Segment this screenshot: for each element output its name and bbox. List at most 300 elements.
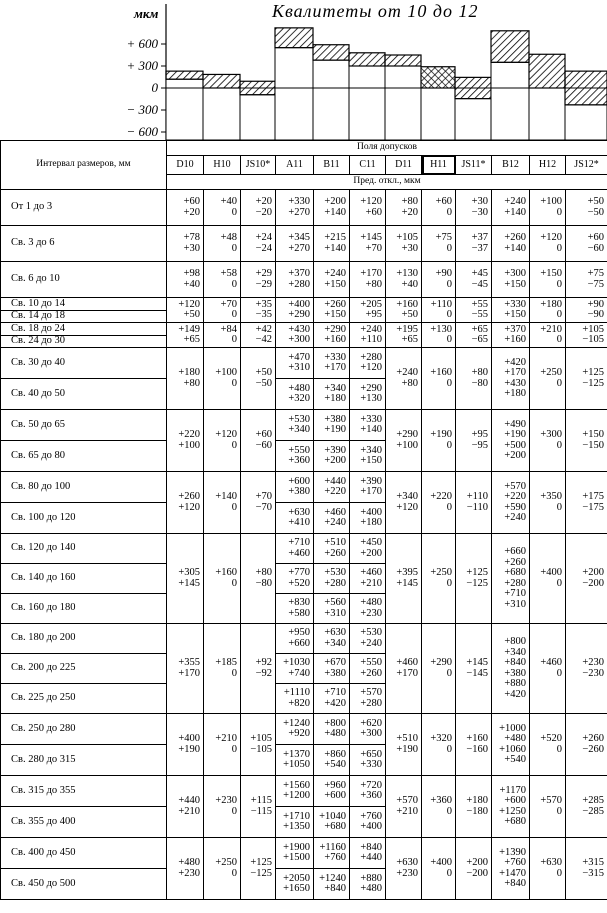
value: −50 — [255, 377, 272, 389]
tolerance-band-H11 — [421, 67, 455, 88]
value: +440 — [324, 475, 346, 487]
deviation-cell-H12 — [530, 714, 566, 776]
deviation-cell-JS11* — [456, 298, 492, 323]
value: +370 — [504, 323, 526, 335]
deviation-cell-B11 — [314, 714, 350, 745]
axis-unit: мкм — [134, 6, 159, 21]
value: +1900 — [283, 841, 310, 853]
header-deviation: Пред. откл., мкм — [167, 175, 607, 190]
deviation-cell-D10 — [167, 190, 204, 226]
value: 0 — [556, 501, 562, 513]
value: +205 — [360, 298, 382, 310]
table-row — [1, 776, 607, 792]
deviation-cell-B11 — [314, 226, 350, 262]
value: +330 — [360, 413, 382, 425]
value: +355 — [178, 657, 200, 668]
value: +170 — [360, 486, 382, 497]
bar-box-JS10* — [240, 95, 275, 140]
value: 0 — [446, 439, 452, 451]
value: +840 — [504, 657, 526, 668]
deviation-cell-C11 — [350, 564, 386, 594]
value: +530 — [288, 413, 310, 425]
value: −50 — [587, 206, 605, 218]
value: 0 — [446, 309, 452, 320]
value-pair — [276, 628, 310, 649]
value-pair — [456, 858, 488, 879]
value: +60 — [587, 232, 605, 243]
value-pair — [276, 300, 310, 321]
value: +210 — [360, 577, 382, 589]
value-pair — [530, 430, 562, 451]
value: +280 — [360, 697, 382, 709]
value: −150 — [582, 439, 605, 451]
value-pair — [566, 796, 604, 817]
value: +120 — [360, 362, 382, 373]
value: +150 — [324, 278, 346, 290]
value-pair — [492, 724, 526, 766]
value: +230 — [178, 867, 200, 879]
value: +240 — [324, 268, 346, 279]
value-pair — [386, 325, 418, 346]
value-pair — [314, 628, 346, 649]
tolerance-band-A11 — [275, 28, 313, 48]
value: +40 — [401, 278, 418, 290]
value-pair — [530, 568, 562, 589]
deviation-cell-B11 — [314, 503, 350, 534]
value: 0 — [556, 667, 562, 679]
value-pair — [350, 781, 382, 802]
deviation-cell-B11 — [314, 472, 350, 503]
value-pair — [350, 446, 382, 467]
deviation-cell-B11 — [314, 684, 350, 714]
deviation-cell-JS12* — [566, 838, 607, 900]
value: +170 — [504, 367, 526, 378]
deviation-cell-H11 — [422, 190, 456, 226]
value: +400 — [360, 821, 382, 832]
deviation-cell-H12 — [530, 298, 566, 323]
value-pair — [167, 734, 200, 755]
value-pair — [314, 538, 346, 559]
deviation-cell-A11 — [276, 472, 314, 503]
value: +270 — [288, 242, 310, 254]
value: +550 — [288, 444, 310, 456]
value-pair — [422, 796, 452, 817]
header-col-C11: C11 — [350, 155, 386, 175]
value: +58 — [220, 268, 237, 279]
deviation-cell-C11 — [350, 684, 386, 714]
deviation-cell-JS10* — [241, 838, 276, 900]
value: 0 — [231, 577, 237, 589]
deviation-cell-B12 — [492, 776, 530, 838]
value-pair — [276, 384, 310, 405]
value: +150 — [582, 429, 605, 440]
value: +29 — [255, 268, 272, 279]
value-pair — [241, 269, 272, 290]
value: +400 — [288, 298, 310, 310]
value: +590 — [504, 501, 526, 513]
deviation-cell-JS10* — [241, 714, 276, 776]
value-pair — [167, 325, 200, 346]
value: +840 — [324, 883, 346, 894]
value: +620 — [360, 717, 382, 729]
deviation-cell-A11 — [276, 503, 314, 534]
value: +105 — [396, 232, 418, 243]
value: +240 — [504, 512, 526, 523]
value: +800 — [324, 717, 346, 729]
header-col-D10: D10 — [167, 155, 204, 175]
deviation-cell-H12 — [530, 776, 566, 838]
value: +400 — [430, 857, 452, 868]
value: +440 — [178, 795, 200, 806]
value: +400 — [540, 567, 562, 578]
value-pair — [422, 325, 452, 346]
value: +150 — [324, 309, 346, 320]
table-row — [1, 348, 607, 364]
value-pair — [241, 796, 272, 817]
deviation-cell-H10 — [204, 714, 241, 776]
value: +310 — [324, 607, 346, 619]
deviation-cell-JS11* — [456, 226, 492, 262]
value: +84 — [220, 323, 237, 335]
deviation-cell-JS12* — [566, 262, 607, 298]
value: +395 — [396, 567, 418, 578]
value: 0 — [446, 667, 452, 679]
header-interval: Интервал размеров, мм — [1, 141, 167, 190]
value: +120 — [360, 196, 382, 207]
deviation-cell-H11 — [422, 226, 456, 262]
value: +570 — [396, 795, 418, 806]
value: +310 — [504, 598, 526, 610]
deviation-cell-JS12* — [566, 410, 607, 472]
value-pair — [204, 430, 237, 451]
value-pair — [314, 719, 346, 740]
value: 0 — [556, 867, 562, 879]
deviation-cell-D11 — [386, 262, 422, 298]
deviation-cell-H11 — [422, 323, 456, 348]
value: +630 — [540, 857, 562, 868]
value: +490 — [504, 418, 526, 430]
size-interval-label: Св. 250 до 280 — [1, 714, 167, 745]
table-row — [1, 472, 607, 488]
deviation-cell-D11 — [386, 298, 422, 323]
size-interval-label: От 1 до 3 — [1, 190, 167, 226]
value: +345 — [288, 232, 310, 243]
value-pair — [386, 197, 418, 218]
size-interval-label: Св. 30 до 40 — [1, 348, 167, 379]
value: +80 — [401, 196, 418, 207]
deviation-cell-JS10* — [241, 472, 276, 534]
value: +420 — [504, 688, 526, 700]
deviation-cell-H12 — [530, 262, 566, 298]
value-pair — [566, 858, 604, 879]
deviation-cell-D10 — [167, 226, 204, 262]
deviation-cell-A11 — [276, 262, 314, 298]
value: +210 — [215, 733, 237, 744]
deviation-cell-D10 — [167, 534, 204, 624]
value: +510 — [396, 733, 418, 744]
value-pair — [204, 796, 237, 817]
value: −160 — [466, 743, 488, 755]
deviation-cell-C11 — [350, 654, 386, 684]
size-interval-label: Св. 50 до 65 — [1, 410, 167, 441]
value: +650 — [360, 748, 382, 760]
size-interval-label: Св. 80 до 100 — [1, 472, 167, 503]
value-pair — [492, 300, 526, 321]
deviation-cell-B11 — [314, 594, 350, 624]
value: −70 — [255, 501, 272, 513]
value: +105 — [250, 733, 272, 744]
value-pair — [422, 233, 452, 254]
value: 0 — [556, 278, 562, 290]
value-pair — [422, 858, 452, 879]
value-pair — [350, 568, 382, 589]
table-row — [1, 624, 607, 639]
deviation-cell-C11 — [350, 714, 386, 745]
value: +42 — [255, 323, 272, 335]
value-pair — [386, 734, 418, 755]
value: +1030 — [283, 657, 310, 668]
value-pair — [314, 233, 346, 254]
tolerance-band-C11 — [349, 53, 385, 66]
deviation-cell-C11 — [350, 298, 386, 323]
value: −260 — [582, 743, 605, 755]
deviation-cell-H11 — [422, 776, 456, 838]
value-pair — [350, 197, 382, 218]
value-pair — [350, 269, 382, 290]
value: +310 — [288, 362, 310, 373]
value: +120 — [215, 429, 237, 440]
value: +120 — [178, 298, 200, 310]
value: +149 — [178, 323, 200, 335]
value-pair — [456, 325, 488, 346]
deviation-cell-JS10* — [241, 226, 276, 262]
value: +530 — [324, 567, 346, 578]
deviation-cell-C11 — [350, 323, 386, 348]
value: +300 — [540, 429, 562, 440]
deviation-cell-D10 — [167, 472, 204, 534]
value: −230 — [582, 667, 605, 679]
table-row — [1, 714, 607, 730]
value-pair — [492, 233, 526, 254]
value: +190 — [324, 424, 346, 435]
deviation-cell-B11 — [314, 379, 350, 410]
header-col-D11: D11 — [386, 155, 422, 175]
value: +1040 — [319, 810, 346, 822]
deviation-cell-B12 — [492, 190, 530, 226]
value-pair — [456, 197, 488, 218]
value-pair — [314, 415, 346, 436]
value-pair — [350, 508, 382, 529]
bar-box-JS11* — [455, 99, 491, 140]
value: +270 — [288, 206, 310, 218]
deviation-cell-JS10* — [241, 410, 276, 472]
value: +210 — [178, 805, 200, 817]
header-col-A11: A11 — [276, 155, 314, 175]
value: +1470 — [499, 867, 526, 879]
value: +840 — [360, 841, 382, 853]
bar-box-H10 — [203, 88, 240, 140]
value-pair — [276, 719, 310, 740]
deviation-cell-D10 — [167, 298, 204, 323]
deviation-cell-B11 — [314, 776, 350, 807]
deviation-cell-JS12* — [566, 534, 607, 624]
axis-tick-label: + 600 — [126, 36, 158, 51]
value: +430 — [504, 377, 526, 389]
deviation-cell-A11 — [276, 379, 314, 410]
deviation-cell-B12 — [492, 838, 530, 900]
value: +35 — [255, 298, 272, 310]
deviation-cell-B11 — [314, 262, 350, 298]
value-pair — [350, 688, 382, 709]
value: −95 — [471, 439, 488, 451]
deviation-cell-H10 — [204, 472, 241, 534]
axis-tick-label: 0 — [151, 80, 158, 95]
value: +350 — [540, 491, 562, 502]
value: +630 — [324, 627, 346, 638]
value: +1650 — [283, 883, 310, 894]
value-pair — [204, 734, 237, 755]
value: +280 — [360, 351, 382, 363]
size-interval-label: Св. 200 до 225 — [1, 654, 167, 684]
value: +160 — [215, 567, 237, 578]
value: +360 — [430, 795, 452, 806]
value: −45 — [471, 278, 488, 290]
value: +90 — [435, 268, 452, 279]
deviation-cell-A11 — [276, 624, 314, 654]
value-pair — [241, 197, 272, 218]
value: +180 — [540, 298, 562, 310]
deviation-cell-A11 — [276, 410, 314, 441]
value: +420 — [504, 356, 526, 368]
value: +45 — [471, 268, 488, 279]
value: +680 — [324, 821, 346, 832]
value-pair — [314, 781, 346, 802]
value: +105 — [582, 323, 605, 335]
value-pair — [492, 637, 526, 700]
value: +710 — [324, 687, 346, 698]
deviation-cell-D11 — [386, 323, 422, 348]
value: 0 — [231, 867, 237, 879]
deviation-cell-H10 — [204, 190, 241, 226]
value: 0 — [231, 309, 237, 320]
value: +220 — [430, 491, 452, 502]
value: +90 — [587, 298, 605, 310]
value: +360 — [360, 790, 382, 801]
deviation-cell-C11 — [350, 262, 386, 298]
tolerance-diagram — [0, 0, 607, 140]
size-interval-label: Св. 24 до 30 — [1, 335, 167, 348]
bar-box-B11 — [313, 60, 349, 140]
value: +60 — [435, 196, 452, 207]
bar-box-H12 — [529, 88, 565, 140]
deviation-cell-A11 — [276, 776, 314, 807]
deviation-cell-B11 — [314, 348, 350, 379]
deviation-cell-C11 — [350, 776, 386, 807]
size-interval-label: Св. 65 до 80 — [1, 441, 167, 472]
value: +95 — [471, 429, 488, 440]
value: +40 — [183, 278, 200, 290]
value: +50 — [255, 367, 272, 378]
value: +680 — [504, 567, 526, 578]
value: +300 — [504, 268, 526, 279]
deviation-cell-JS11* — [456, 776, 492, 838]
value: +210 — [540, 323, 562, 335]
deviation-cell-H10 — [204, 624, 241, 714]
tolerance-band-B12 — [491, 31, 529, 63]
value-pair — [276, 353, 310, 374]
value-pair — [386, 233, 418, 254]
value: 0 — [446, 743, 452, 755]
deviation-cell-H12 — [530, 190, 566, 226]
value: +1050 — [283, 759, 310, 770]
value-pair — [566, 734, 604, 755]
value-pair — [566, 368, 604, 389]
deviation-cell-A11 — [276, 226, 314, 262]
deviation-cell-C11 — [350, 379, 386, 410]
deviation-cell-D10 — [167, 348, 204, 410]
table-row — [1, 410, 607, 426]
size-interval-label: Св. 3 до 6 — [1, 226, 167, 262]
value: +40 — [220, 196, 237, 207]
value-pair — [241, 368, 272, 389]
value-pair — [456, 568, 488, 589]
deviation-cell-B11 — [314, 534, 350, 564]
value: +290 — [396, 429, 418, 440]
value: +460 — [540, 657, 562, 668]
value: +30 — [401, 242, 418, 254]
value: −200 — [582, 577, 605, 589]
value: +120 — [396, 501, 418, 513]
value: +180 — [504, 388, 526, 399]
value-pair — [314, 325, 346, 346]
value: +570 — [360, 687, 382, 698]
value-pair — [314, 658, 346, 679]
value-pair — [422, 734, 452, 755]
deviation-cell-H11 — [422, 262, 456, 298]
value: +410 — [288, 517, 310, 528]
value: +580 — [288, 607, 310, 619]
value-pair — [530, 858, 562, 879]
value-pair — [276, 598, 310, 619]
value: 0 — [231, 439, 237, 451]
deviation-cell-H10 — [204, 298, 241, 323]
size-interval-label: Св. 355 до 400 — [1, 807, 167, 838]
value: +670 — [324, 657, 346, 668]
value-pair — [167, 430, 200, 451]
value: −315 — [582, 867, 605, 879]
value: +660 — [288, 637, 310, 649]
value: +100 — [396, 439, 418, 451]
tolerance-band-H10 — [203, 74, 240, 88]
value-pair — [204, 269, 237, 290]
size-interval-label: Св. 6 до 10 — [1, 262, 167, 298]
value-pair — [276, 688, 310, 709]
value: +260 — [504, 556, 526, 568]
value: +110 — [430, 298, 452, 310]
table-row — [1, 226, 607, 262]
value-pair — [204, 568, 237, 589]
value: +60 — [365, 206, 382, 218]
size-interval-label: Св. 280 до 315 — [1, 745, 167, 776]
value: +125 — [582, 367, 605, 378]
value-pair — [530, 368, 562, 389]
value: +230 — [215, 795, 237, 806]
value: +2050 — [283, 872, 310, 884]
value: +800 — [504, 636, 526, 647]
value-pair — [386, 430, 418, 451]
value: +860 — [324, 748, 346, 760]
value: 0 — [446, 577, 452, 589]
